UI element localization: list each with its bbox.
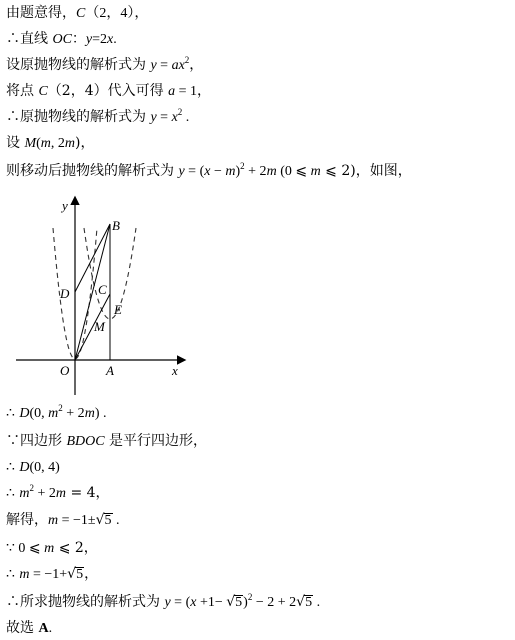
- text: = 4，: [66, 485, 110, 501]
- text: 故选: [6, 620, 39, 636]
- line-14: [6, 564, 98, 584]
- answer-choice: A: [38, 621, 49, 636]
- term-ax: ax: [171, 58, 185, 73]
- label-c: C: [98, 282, 107, 297]
- sqrt-sign: √: [67, 566, 77, 582]
- var-y: y: [150, 110, 157, 125]
- text: 设原抛物线的解析式为: [6, 57, 151, 73]
- text: ⩽ 2)，如图，: [320, 163, 412, 179]
- var-x: x: [204, 164, 211, 179]
- var-y: y: [85, 32, 93, 47]
- var-m: m: [40, 136, 51, 151]
- var-m: m: [266, 164, 277, 179]
- line-8: [6, 403, 106, 423]
- text: = −1±: [58, 513, 96, 528]
- text: 则移动后抛物线的解析式为: [6, 163, 179, 179]
- var-m: m: [225, 164, 236, 179]
- line-6: [6, 133, 95, 153]
- exponent: 2: [184, 55, 190, 65]
- line-oc: OC: [52, 32, 72, 47]
- point-c: C: [76, 6, 86, 21]
- text: ⩽ 2，: [54, 540, 98, 556]
- var-m: m: [84, 406, 95, 421]
- line-12: [6, 510, 120, 530]
- line-5: [6, 107, 189, 127]
- label-x: x: [172, 363, 178, 378]
- point-d: D: [19, 406, 30, 421]
- text: ，: [84, 566, 99, 582]
- var-y: y: [178, 164, 185, 179]
- text: ): [235, 164, 241, 179]
- line-11: [6, 483, 110, 503]
- text: = (: [184, 164, 205, 179]
- exponent: 2: [58, 403, 63, 413]
- text: ∴直线: [6, 31, 53, 47]
- sqrt-sign: √: [226, 594, 236, 610]
- text: =: [156, 58, 172, 73]
- label-o: O: [60, 363, 70, 378]
- text: ∴: [6, 485, 20, 501]
- var-m: m: [310, 164, 321, 179]
- quadrilateral-bdoc: BDOC: [66, 434, 105, 449]
- text: ，: [189, 57, 204, 73]
- text: （2，4），: [85, 6, 149, 21]
- text: =: [156, 110, 172, 125]
- text: (0, 4): [29, 460, 60, 475]
- sqrt-sign: √: [296, 594, 306, 610]
- text: = −1+: [29, 567, 68, 582]
- var-x: x: [107, 32, 114, 47]
- text: 解得，: [6, 512, 48, 528]
- var-m: m: [19, 486, 30, 501]
- text: ∴: [6, 566, 20, 582]
- line-16: [6, 618, 52, 638]
- var-m: m: [55, 486, 67, 501]
- var-m: m: [64, 136, 76, 151]
- point-m: M: [24, 136, 37, 151]
- text: 是平行四边形，: [104, 433, 208, 449]
- text: = (: [170, 595, 191, 610]
- exponent: 2: [29, 483, 34, 493]
- text: .: [313, 595, 321, 610]
- label-b: B: [112, 218, 120, 233]
- text: ∴原抛物线的解析式为: [6, 109, 151, 125]
- label-d: D: [60, 286, 70, 301]
- var-x: x: [171, 110, 178, 125]
- line-10: [6, 457, 60, 477]
- parabola-figure: [14, 190, 199, 405]
- text: .: [113, 32, 117, 47]
- text: =2: [92, 32, 108, 47]
- line-1: [6, 3, 148, 23]
- label-y: y: [62, 198, 68, 213]
- text: (0,: [29, 406, 49, 421]
- text: −: [210, 164, 226, 179]
- text: + 2: [62, 406, 85, 421]
- line-15: [6, 592, 320, 612]
- text: ∴: [6, 459, 20, 475]
- var-m: m: [19, 567, 30, 582]
- line-9: [6, 431, 207, 451]
- text: .: [182, 110, 190, 125]
- line-3: [6, 55, 203, 75]
- label-e: E: [114, 302, 122, 317]
- text: .: [48, 621, 53, 636]
- exponent: 2: [177, 107, 183, 117]
- text: .: [112, 513, 120, 528]
- var-m: m: [44, 541, 55, 556]
- var-y: y: [164, 595, 171, 610]
- text: ∵四边形: [6, 433, 67, 449]
- text: （2，4）代入可得: [47, 83, 169, 99]
- var-a: a: [168, 84, 176, 99]
- var-m: m: [48, 406, 59, 421]
- label-a: A: [106, 363, 114, 378]
- text: ：: [71, 31, 86, 47]
- text: ∴所求抛物线的解析式为: [6, 594, 165, 610]
- text: , 2: [50, 136, 65, 151]
- text: − 2 + 2: [252, 595, 297, 610]
- var-m: m: [48, 513, 59, 528]
- text: 设: [6, 135, 25, 151]
- text: (: [36, 136, 41, 151]
- text: ) .: [94, 406, 107, 421]
- text: +1−: [196, 595, 227, 610]
- text: + 2: [33, 486, 56, 501]
- line-7: [6, 161, 412, 181]
- text: 由题意得，: [6, 5, 76, 21]
- sqrt-sign: √: [95, 512, 105, 528]
- text: ∵ 0 ⩽: [6, 541, 45, 556]
- text: (0 ⩽: [276, 164, 311, 179]
- text: 将点: [6, 83, 39, 99]
- var-x: x: [190, 595, 197, 610]
- radicand: 5: [76, 567, 84, 582]
- line-2: [6, 29, 117, 49]
- text: ): [243, 595, 248, 610]
- var-y: y: [150, 58, 157, 73]
- line-13: [6, 538, 98, 558]
- text: ∴: [6, 405, 20, 421]
- line-4: [6, 81, 211, 101]
- exponent: 2: [247, 592, 253, 602]
- text: = 1，: [175, 84, 211, 99]
- text: )，: [75, 135, 95, 151]
- text: + 2: [244, 164, 267, 179]
- point-c: C: [38, 84, 48, 99]
- exponent: 2: [240, 161, 245, 171]
- radicand: 5: [104, 513, 112, 528]
- radicand: 5: [235, 595, 243, 610]
- point-d: D: [19, 460, 30, 475]
- label-m: M: [94, 319, 105, 334]
- radicand: 5: [305, 595, 313, 610]
